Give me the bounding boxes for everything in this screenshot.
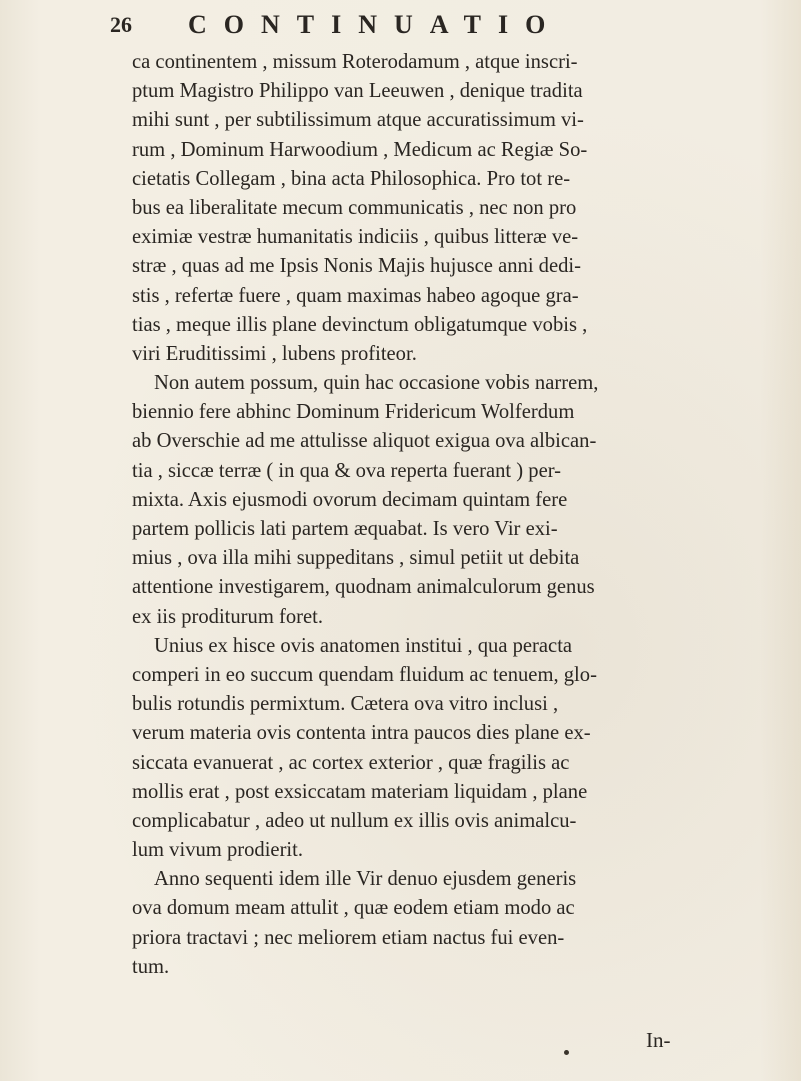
running-head: CONTINUATIO: [188, 10, 563, 39]
text-line: mius , ova illa mihi suppeditans , simul petiit ut debita: [132, 547, 580, 570]
text-line: biennio fere abhinc Dominum Fridericum Wolferdum: [132, 401, 575, 424]
text-line: bus ea liberalitate mecum communicatis , nec non pro: [132, 196, 577, 219]
text-line: verum materia ovis contenta intra paucos dies plane ex-: [132, 722, 591, 745]
text-line: eximiæ vestræ humanitatis indiciis , quibus litteræ ve-: [132, 226, 579, 249]
text-line: stræ , quas ad me Ipsis Nonis Majis hujusce anni dedi-: [132, 255, 582, 278]
text-line: rum , Dominum Harwoodium , Medicum ac Regiæ So-: [132, 138, 588, 161]
text-line: partem pollicis lati partem æquabat. Is vero Vir exi-: [132, 518, 558, 540]
text-line: Anno sequenti idem ille Vir denuo ejusdem generis: [154, 868, 577, 891]
text-line: tias , meque illis plane devinctum obligatumque vobis ,: [132, 313, 588, 336]
text-line: ova domum meam attulit , quæ eodem etiam modo ac: [132, 897, 575, 920]
text-line: lum vivum prodierit.: [132, 839, 304, 862]
text-line: stis , refertæ fuere , quam maximas habeo agoque gra-: [132, 284, 579, 307]
text-line: mixta. Axis ejusmodi ovorum decimam quintam fere: [132, 488, 568, 511]
body-text: [132, 48, 672, 982]
text-line: ptum Magistro Philippo van Leeuwen , denique tradita: [132, 80, 583, 103]
catchword: In-: [646, 1028, 671, 1052]
text-line: attentione investigarem, quodnam animalculorum genus: [132, 576, 595, 599]
text-line: bulis rotundis permixtum. Cætera ova vitro inclusi ,: [132, 693, 559, 716]
text-line: Non autem possum, quin hac occasione vobis narrem,: [154, 372, 599, 395]
text-line: mihi sunt , per subtilissimum atque accuratissimum vi-: [132, 109, 584, 132]
text-line: ca continentem , missum Roterodamum , atque inscri-: [132, 51, 578, 73]
text-line: ab Overschie ad me attulisse aliquot exigua ova albican-: [132, 430, 597, 453]
page-number: 26: [110, 12, 132, 37]
page-header: [110, 0, 670, 46]
ink-speck: [564, 1050, 569, 1055]
text-line: comperi in eo succum quendam fluidum ac tenuem, glo-: [132, 663, 597, 686]
text-line: tia , siccæ terræ ( in qua & ova reperta fuerant ) per-: [132, 459, 562, 482]
text-line: priora tractavi ; nec meliorem etiam nactus fui even-: [132, 926, 565, 949]
text-line: siccata evanuerat , ac cortex exterior , quæ fragilis ac: [132, 751, 570, 774]
text-line: mollis erat , post exsiccatam materiam liquidam , plane: [132, 780, 588, 803]
text-line: ex iis proditurum foret.: [132, 605, 324, 628]
text-line: Unius ex hisce ovis anatomen institui , qua peracta: [154, 634, 573, 657]
text-line: viri Eruditissimi , lubens profiteor.: [132, 342, 417, 365]
text-line: tum.: [132, 955, 170, 978]
text-line: cietatis Collegam , bina acta Philosophica. Pro tot re-: [132, 167, 571, 190]
text-line: complicabatur , adeo ut nullum ex illis ovis animalcu-: [132, 809, 577, 832]
